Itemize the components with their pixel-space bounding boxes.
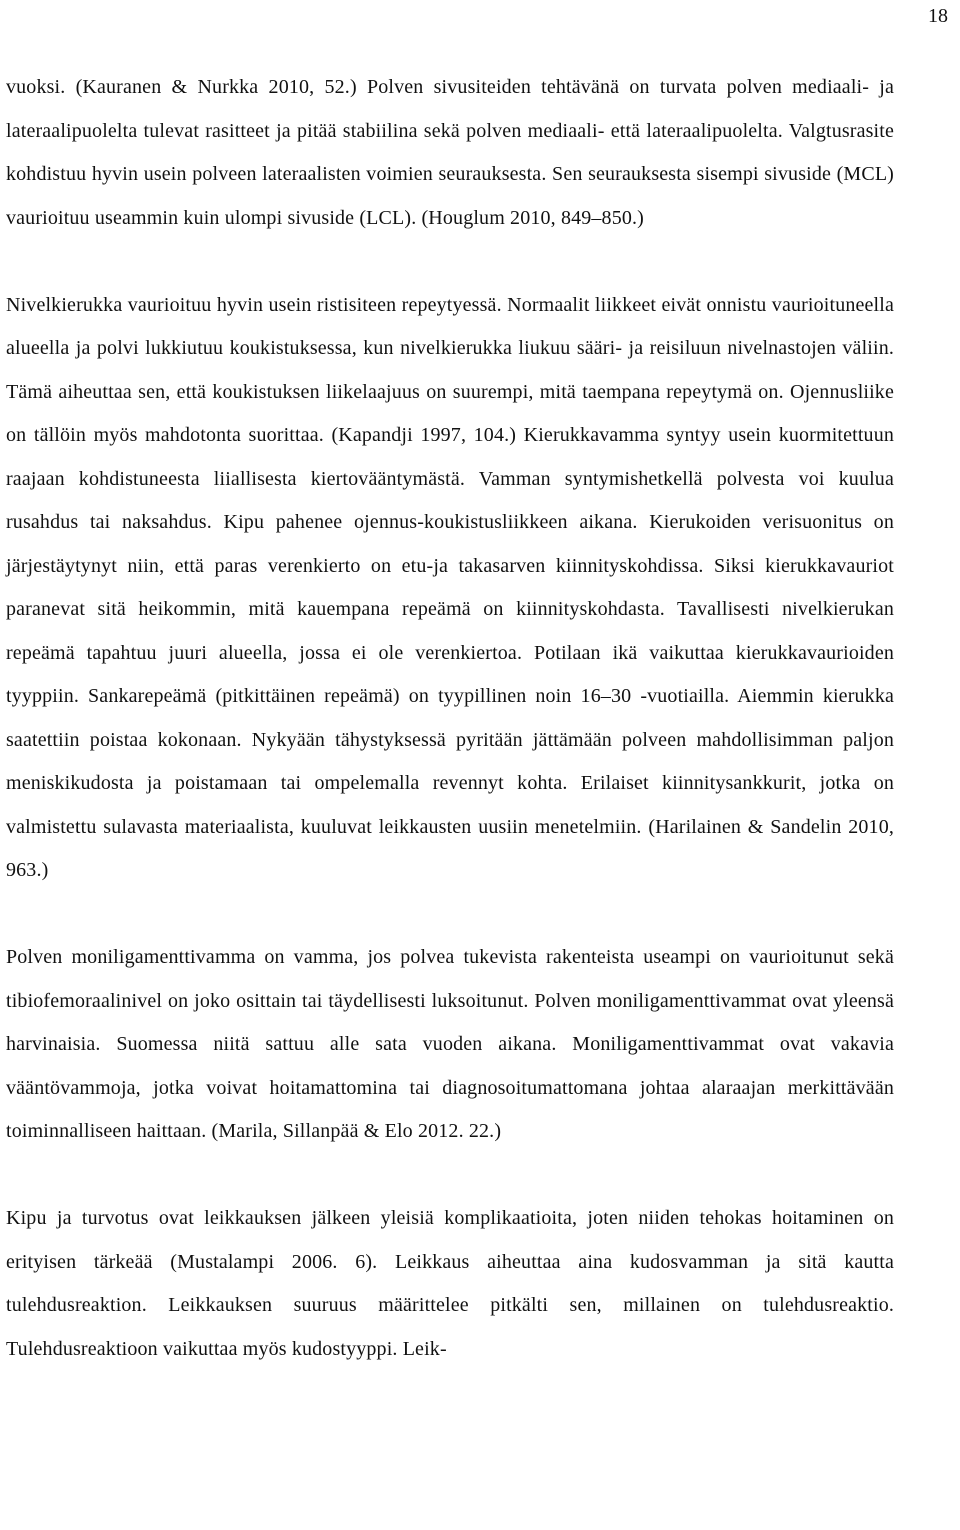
paragraph-gap bbox=[6, 1154, 894, 1198]
paragraph-ligaments: vuoksi. (Kauranen & Nurkka 2010, 52.) Polven sivusiteiden tehtävänä on turvata polven mediaali- ja lateraalipuolelta tulevat rasitteet ja pitää stabiilina sekä polven mediaali- että lateraalipuolelta. Valgtusrasite kohdistuu hyvin usein polveen lateraalisten voimien seurauksesta. Sen seurauksesta sisempi sivuside (MCL) vaurioituu useammin kuin ulompi sivuside (LCL). (Houglum 2010, 849–850.) bbox=[6, 76, 894, 229]
page-number: 18 bbox=[928, 5, 948, 27]
paragraph-pain-swelling: Kipu ja turvotus ovat leikkauksen jälkeen yleisiä komplikaatioita, joten niiden tehokas hoitaminen on erityisen tärkeää (Mustalampi 2006. 6). Leikkaus aiheuttaa aina kudosvamman ja sitä kautta tulehdusreaktion. Leikkauksen suuruus määrittelee pitkälti sen, millainen on tulehdusreaktio. Tulehdusreaktioon vaikuttaa myös kudostyyppi. Leik- bbox=[6, 1207, 894, 1360]
paragraph-multiligament: Polven moniligamenttivamma on vamma, jos polvea tukevista rakenteista useampi on vaurioitunut sekä tibiofemoraalinivel on joko osittain tai täydellisesti luksoitunut. Polven moniligamenttivammat ovat yleensä harvinaisia. Suomessa niitä sattuu alle sata vuoden aikana. Moniligamenttivammat ovat vakavia vääntövammoja, jotka voivat hoitamattomina tai diagnosoitumattomana johtaa alaraajan merkittävään toiminnalliseen haittaan. (Marila, Sillanpää & Elo 2012. 22.) bbox=[6, 946, 894, 1142]
paragraph-gap bbox=[6, 893, 894, 937]
document-body bbox=[6, 66, 894, 1371]
paragraph-gap bbox=[6, 240, 894, 284]
paragraph-meniscus: Nivelkierukka vaurioituu hyvin usein ristisiteen repeytyessä. Normaalit liikkeet eivät onnistu vaurioituneella alueella ja polvi lukkiutuu koukistuksessa, kun nivelkierukka liukuu sääri- ja reisiluun nivelnastojen väliin. Tämä aiheuttaa sen, että koukistuksen liikelaajuus on suurempi, mitä taempana repeytymä on. Ojennusliike on tällöin myös mahdotonta suorittaa. (Kapandji 1997, 104.) Kierukkavamma syntyy usein kuormitettuun raajaan kohdistuneesta liiallisesta kiertovääntymästä. Vamman syntymishetkellä polvesta voi kuulua rusahdus tai naksahdus. Kipu pahenee ojennus-koukistusliikkeen aikana. Kierukoiden verisuonitus on järjestäytynyt niin, että paras verenkierto on etu-ja takasarven kiinnityskohdissa. Siksi kierukkavauriot paranevat sitä heikommin, mitä kauempana repeämä on kiinnityskohdasta. Tavallisesti nivelkierukan repeämä tapahtuu juuri alueella, jossa ei ole verenkiertoa. Potilaan ikä vaikuttaa kierukkavaurioiden tyyppiin. Sankarepeämä (pitkittäinen repeämä) on tyypillinen noin 16–30 -vuotiailla. Aiemmin kierukka saatettiin poistaa kokonaan. Nykyään tähystyksessä pyritään jättämään polveen mahdollisimman paljon meniskikudosta ja poistamaan tai ompelemalla revennyt kohta. Erilaiset kiinnitysankkurit, jotka on valmistettu sulavasta materiaalista, kuuluvat leikkausten uusiin menetelmiin. (Harilainen & Sandelin 2010, 963.) bbox=[6, 293, 894, 881]
